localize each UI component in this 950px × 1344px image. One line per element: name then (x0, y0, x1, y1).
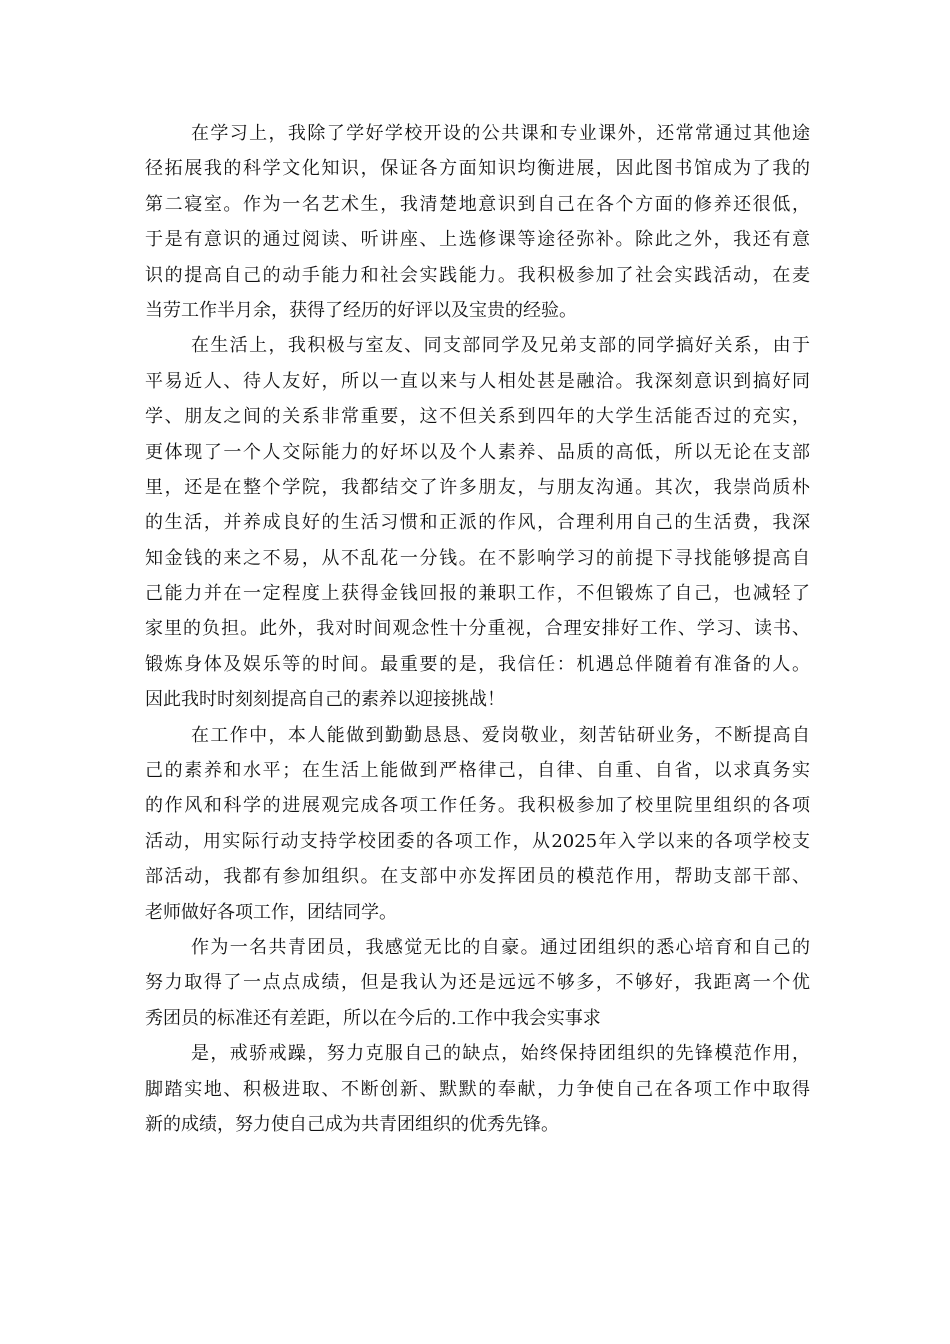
text-line: 在工作中，本人能做到勤勤恳恳、爱岗敬业，刻苦钻研业务，不断提高自 (191, 724, 810, 746)
text-line: 己的素养和水平；在生活上能做到严格律己，自律、自重、自省，以求真务实 (145, 760, 810, 782)
text-line: 因此我时时刻刻提高自己的素养以迎接挑战！ (145, 689, 505, 711)
text-line: 己能力并在一定程度上获得金钱回报的兼职工作，不但锻炼了自己，也减轻了 (145, 583, 810, 605)
text-line: 锻炼身体及娱乐等的时间。最重要的是，我信任：机遇总伴随着有准备的人。 (145, 653, 810, 675)
text-line: 活动，用实际行动支持学校团委的各项工作，从2025年入学以来的各项学校支 (145, 830, 810, 852)
text-line: 家里的负担。此外，我对时间观念性十分重视，合理安排好工作、学习、读书、 (145, 618, 810, 640)
text-line: 当劳工作半月余，获得了经历的好评以及宝贵的经验。 (145, 299, 577, 321)
text-line: 平易近人、待人友好，所以一直以来与人相处甚是融洽。我深刻意识到搞好同 (145, 370, 810, 392)
text-line: 径拓展我的科学文化知识，保证各方面知识均衡进展，因此图书馆成为了我的 (145, 158, 810, 180)
paragraph (145, 116, 810, 328)
text-line: 是，戒骄戒躁，努力克服自己的缺点，始终保持团组织的先锋模范作用， (191, 1043, 810, 1065)
text-line: 在学习上，我除了学好学校开设的公共课和专业课外，还常常通过其他途 (191, 123, 810, 144)
paragraph (145, 718, 810, 930)
text-line: 老师做好各项工作，团结同学。 (145, 901, 397, 923)
text-line: 部活动，我都有参加组织。在支部中亦发挥团员的模范作用，帮助支部干部、 (145, 866, 810, 888)
paragraph (145, 930, 810, 1036)
text-line: 里，还是在整个学院，我都结交了许多朋友，与朋友沟通。其次，我崇尚质朴 (145, 476, 810, 498)
text-line: 在生活上，我积极与室友、同支部同学及兄弟支部的同学搞好关系，由于 (191, 335, 810, 357)
text-line: 识的提高自己的动手能力和社会实践能力。我积极参加了社会实践活动，在麦 (145, 264, 810, 286)
paragraph (145, 1036, 810, 1142)
text-line: 知金钱的来之不易，从不乱花一分钱。在不影响学习的前提下寻找能够提高自 (145, 547, 810, 569)
text-line: 作为一名共青团员，我感觉无比的自豪。通过团组织的悉心培育和自己的 (191, 936, 810, 958)
document-body (145, 116, 810, 1142)
text-line: 秀团员的标准还有差距，所以在今后的.工作中我会实事求 (145, 1007, 601, 1029)
text-line: 第二寝室。作为一名艺术生，我清楚地意识到自己在各个方面的修养还很低， (145, 193, 810, 215)
text-line: 的生活，并养成良好的生活习惯和正派的作风，合理利用自己的生活费，我深 (145, 512, 810, 534)
text-line: 的作风和科学的进展观完成各项工作任务。我积极参加了校里院里组织的各项 (145, 795, 810, 817)
paragraph (145, 328, 810, 717)
text-line: 努力取得了一点点成绩，但是我认为还是远远不够多，不够好，我距离一个优 (145, 972, 810, 994)
text-line: 更体现了一个人交际能力的好坏以及个人素养、品质的高低，所以无论在支部 (145, 441, 810, 463)
text-line: 学、朋友之间的关系非常重要，这不但关系到四年的大学生活能否过的充实， (145, 406, 810, 428)
text-line: 新的成绩，努力使自己成为共青团组织的优秀先锋。 (145, 1113, 559, 1135)
text-line: 于是有意识的通过阅读、听讲座、上选修课等途径弥补。除此之外，我还有意 (145, 229, 810, 251)
text-line: 脚踏实地、积极进取、不断创新、默默的奉献，力争使自己在各项工作中取得 (145, 1078, 810, 1100)
